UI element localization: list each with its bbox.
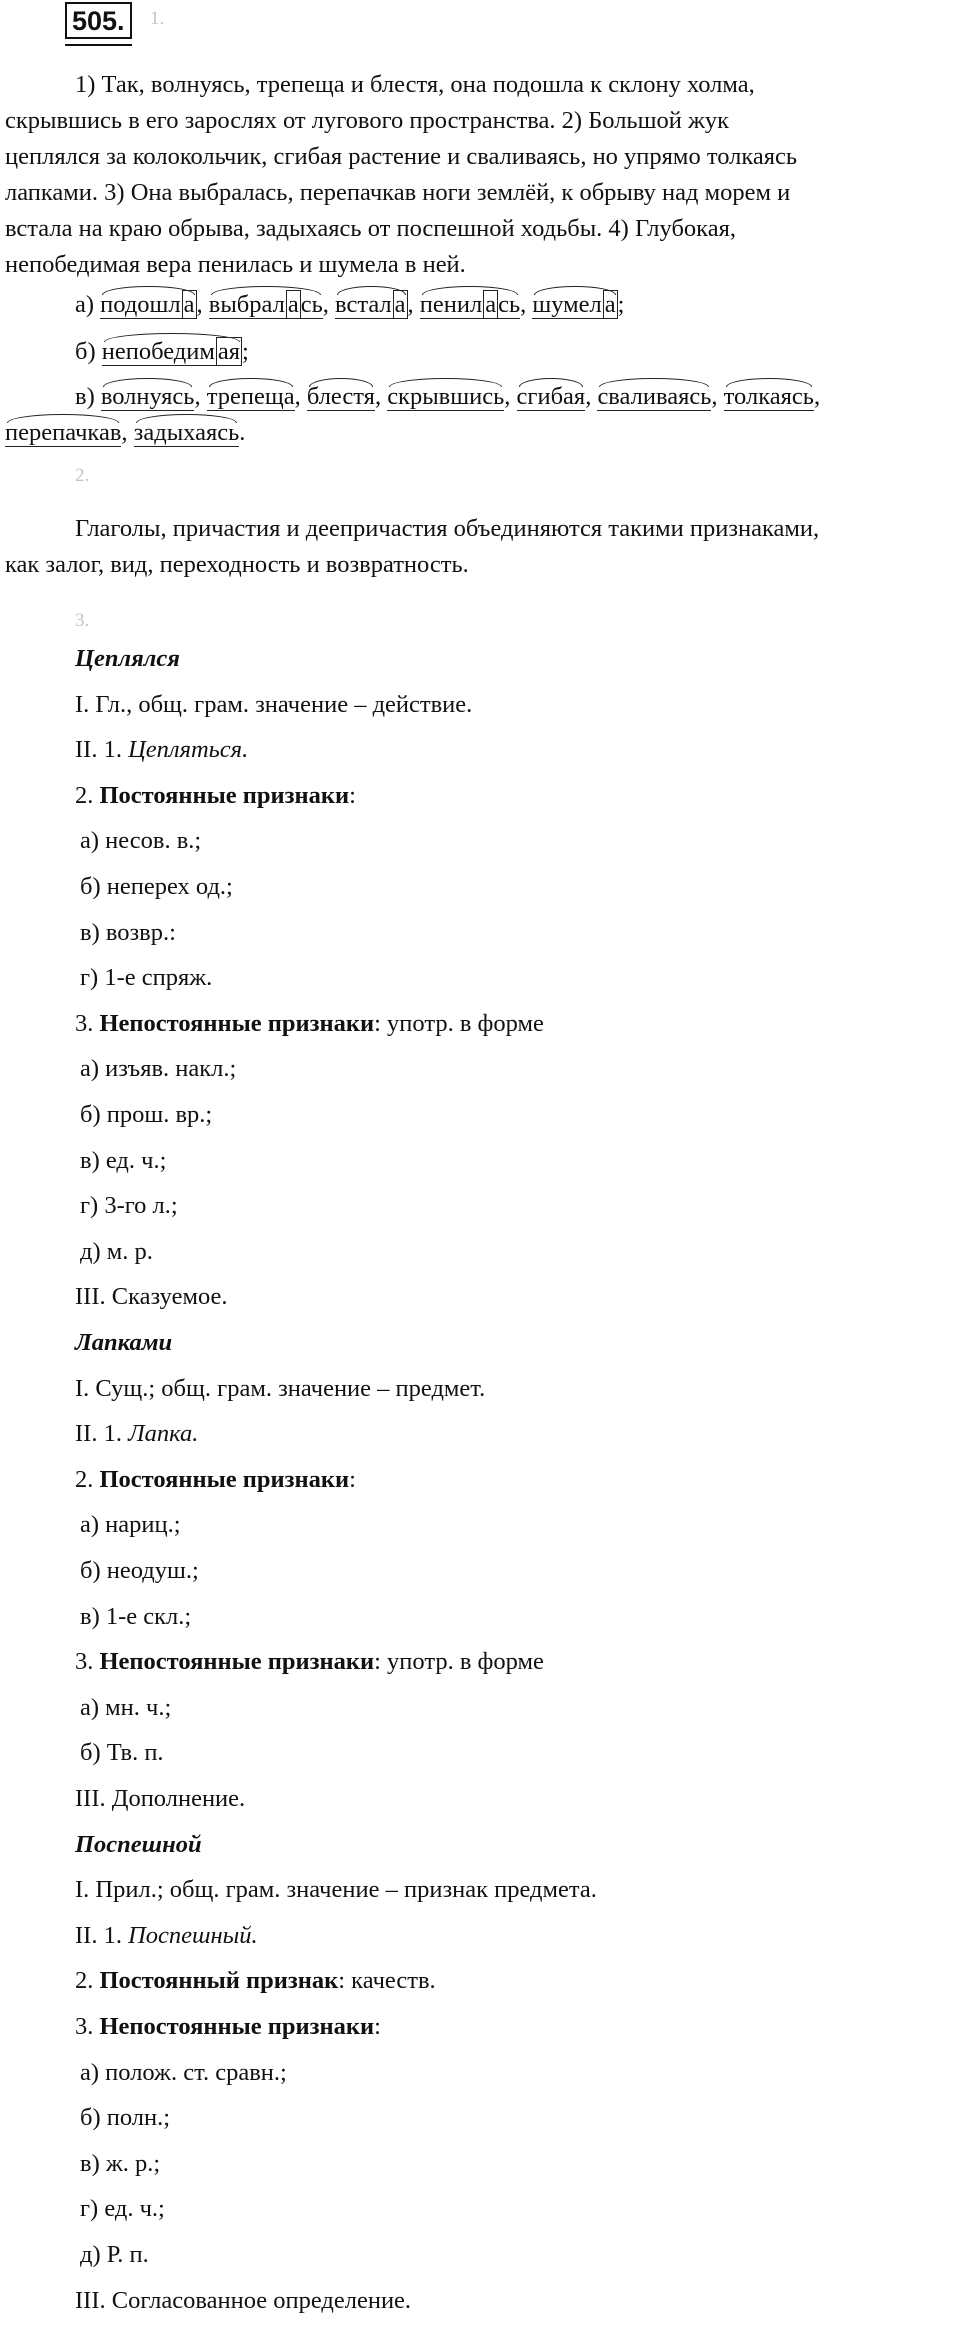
analysis-feature-heading: Постоянные признаки bbox=[99, 781, 350, 809]
analysis-line: д) м. р. bbox=[80, 1237, 153, 1265]
analysis-line: а) изъяв. накл.; bbox=[80, 1055, 237, 1083]
word-separator: ; bbox=[242, 338, 249, 365]
group-c-words-cont bbox=[5, 419, 245, 446]
group-a bbox=[75, 290, 624, 320]
word-stem: встал bbox=[335, 291, 392, 318]
marked-word bbox=[209, 290, 323, 320]
word-stem: выбрал bbox=[208, 291, 285, 318]
word-separator: , bbox=[374, 383, 382, 410]
word-stem: пенил bbox=[419, 291, 483, 318]
analysis-word-title: Поспешной bbox=[75, 1830, 202, 1858]
group-b bbox=[75, 337, 249, 367]
word-ending: а bbox=[183, 291, 195, 318]
analysis-line: в) ед. ч.; bbox=[80, 1146, 167, 1174]
word-separator: , bbox=[520, 291, 527, 318]
analysis-line: II. 1. Цепляться. bbox=[75, 736, 249, 764]
underlined-word: сгибая bbox=[516, 383, 586, 410]
analysis-line: I. Прил.; общ. грам. значение – признак предмета. bbox=[75, 1876, 597, 1904]
task2-text-line: как залог, вид, переходность и возвратность. bbox=[5, 551, 469, 578]
analysis-line: г) 1-е спряж. bbox=[80, 964, 213, 992]
analysis-feature-heading: Непостоянные признаки bbox=[99, 1009, 375, 1037]
analysis-line: б) прош. вр.; bbox=[80, 1101, 213, 1128]
exercise-header bbox=[65, 2, 132, 42]
underlined-word: толкаясь bbox=[723, 383, 814, 410]
analysis-line: III. Сказуемое. bbox=[75, 1283, 228, 1311]
analysis-line: III. Дополнение. bbox=[75, 1785, 246, 1812]
word-stem: подошл bbox=[100, 291, 181, 318]
underlined-word: волнуясь bbox=[100, 383, 195, 410]
analysis-line: 2. Постоянный признак: качеств. bbox=[75, 1967, 436, 1995]
analysis-line: II. 1. Лапка. bbox=[75, 1420, 199, 1448]
underlined-word: задыхаясь bbox=[133, 419, 240, 446]
underlined-word: трепеща bbox=[206, 383, 295, 410]
analysis-line: III. Согласованное определение. bbox=[75, 2286, 412, 2314]
exercise-number: 505. bbox=[65, 2, 132, 39]
analysis-word-title: Цеплялся bbox=[75, 645, 180, 672]
section-mark-1: 1. bbox=[150, 8, 165, 29]
task1-text-line: непобедимая вера пенилась и шумела в ней. bbox=[5, 251, 466, 278]
word-separator: ; bbox=[617, 291, 625, 318]
analysis-line: 3. Непостоянные признаки: bbox=[75, 2013, 381, 2040]
analysis-feature-heading: Постоянные признаки bbox=[99, 1465, 350, 1493]
word-separator: , bbox=[504, 383, 511, 410]
group-c-words bbox=[101, 383, 820, 410]
group-c-prefix: в) bbox=[75, 383, 95, 410]
word-separator: , bbox=[813, 383, 821, 410]
task1-text-line: лапками. 3) Она выбралась, перепачкав ноги землёй, к обрыву над морем и bbox=[5, 179, 791, 206]
word-separator: , bbox=[196, 291, 203, 318]
group-b-prefix: б) bbox=[75, 338, 96, 365]
underlined-word: сваливаясь bbox=[597, 383, 712, 410]
analysis-line: г) 3-го л.; bbox=[80, 1192, 178, 1220]
group-a-prefix: а) bbox=[75, 291, 95, 318]
task2-text-line: Глаголы, причастия и деепричастия объединяются такими признаками, bbox=[75, 515, 820, 542]
underlined-word: блестя bbox=[306, 383, 375, 410]
analysis-initial-form: Лапка. bbox=[128, 1420, 199, 1448]
word-postfix: сь bbox=[300, 291, 323, 318]
analysis-line: I. Гл., общ. грам. значение – действие. bbox=[75, 690, 473, 718]
section-mark-3: 3. bbox=[75, 610, 90, 631]
word-separator: , bbox=[194, 383, 201, 410]
analysis-line: б) неперех од.; bbox=[80, 873, 233, 900]
analysis-line: II. 1. Поспешный. bbox=[75, 1921, 258, 1949]
analysis-line: в) ж. р.; bbox=[80, 2149, 161, 2177]
analysis-line: д) Р. п. bbox=[80, 2241, 149, 2268]
word-separator: , bbox=[585, 383, 592, 410]
analysis-feature-heading: Непостоянные признаки bbox=[99, 1648, 375, 1676]
underlined-word: скрывшись bbox=[387, 383, 505, 410]
analysis-line: б) Тв. п. bbox=[80, 1739, 164, 1767]
word-stem: непобедим bbox=[101, 338, 215, 365]
analysis-line: а) несов. в.; bbox=[80, 827, 202, 855]
group-a-words bbox=[100, 291, 624, 318]
word-postfix: сь bbox=[498, 291, 521, 318]
analysis-feature-heading: Постоянный признак bbox=[99, 1967, 339, 1995]
analysis-feature-heading: Непостоянные признаки bbox=[99, 2013, 375, 2040]
task1-text-line: цеплялся за колокольчик, сгибая растение и сваливаясь, но упрямо толкаясь bbox=[5, 143, 798, 170]
marked-word bbox=[420, 290, 520, 320]
analysis-line: б) полн.; bbox=[80, 2104, 171, 2132]
analysis-line: г) ед. ч.; bbox=[80, 2195, 165, 2223]
word-separator: , bbox=[322, 291, 329, 318]
analysis-initial-form: Цепляться. bbox=[128, 736, 249, 764]
task1-text-line: скрывшись в его зарослях от лугового пространства. 2) Большой жук bbox=[5, 107, 730, 134]
group-b-words bbox=[102, 338, 249, 365]
task1-text-line: 1) Так, волнуясь, трепеща и блестя, она подошла к склону холма, bbox=[75, 71, 755, 98]
analysis-line: в) возвр.: bbox=[80, 918, 176, 946]
word-separator: , bbox=[711, 383, 718, 410]
analysis-line: 3. Непостоянные признаки: употр. в форме bbox=[75, 1648, 544, 1676]
word-separator: , bbox=[407, 291, 414, 318]
analysis-line: а) полож. ст. сравн.; bbox=[80, 2058, 287, 2086]
word-ending: ая bbox=[217, 338, 241, 365]
word-ending: а bbox=[604, 291, 616, 318]
analysis-word-title: Лапками bbox=[75, 1329, 173, 1356]
analysis-line: I. Сущ.; общ. грам. значение – предмет. bbox=[75, 1374, 486, 1402]
analysis-line: б) неодуш.; bbox=[80, 1557, 199, 1584]
marked-word bbox=[102, 337, 242, 367]
underlined-word: перепачкав bbox=[5, 419, 122, 446]
word-separator: . bbox=[239, 419, 246, 446]
group-c-line2 bbox=[5, 418, 245, 448]
analysis-line: 2. Постоянные признаки: bbox=[75, 781, 356, 809]
word-separator: , bbox=[121, 419, 128, 446]
word-ending: а bbox=[394, 291, 406, 318]
group-c-line1 bbox=[75, 382, 820, 412]
section-mark-2: 2. bbox=[75, 465, 90, 486]
analysis-line: в) 1-е скл.; bbox=[80, 1602, 192, 1630]
word-separator: , bbox=[294, 383, 301, 410]
task1-text-line: встала на краю обрыва, задыхаясь от поспешной ходьбы. 4) Глубокая, bbox=[5, 215, 736, 242]
analysis-line: 2. Постоянные признаки: bbox=[75, 1465, 356, 1493]
analysis-line: а) мн. ч.; bbox=[80, 1693, 172, 1721]
analysis-line: а) нариц.; bbox=[80, 1511, 181, 1539]
marked-word bbox=[335, 290, 408, 320]
analysis-initial-form: Поспешный. bbox=[128, 1921, 258, 1949]
analysis-line: 3. Непостоянные признаки: употр. в форме bbox=[75, 1009, 544, 1037]
marked-word bbox=[100, 290, 196, 320]
word-stem: шумел bbox=[532, 291, 602, 318]
marked-word bbox=[532, 290, 617, 320]
word-ending: а bbox=[287, 291, 299, 318]
word-ending: а bbox=[485, 291, 497, 318]
